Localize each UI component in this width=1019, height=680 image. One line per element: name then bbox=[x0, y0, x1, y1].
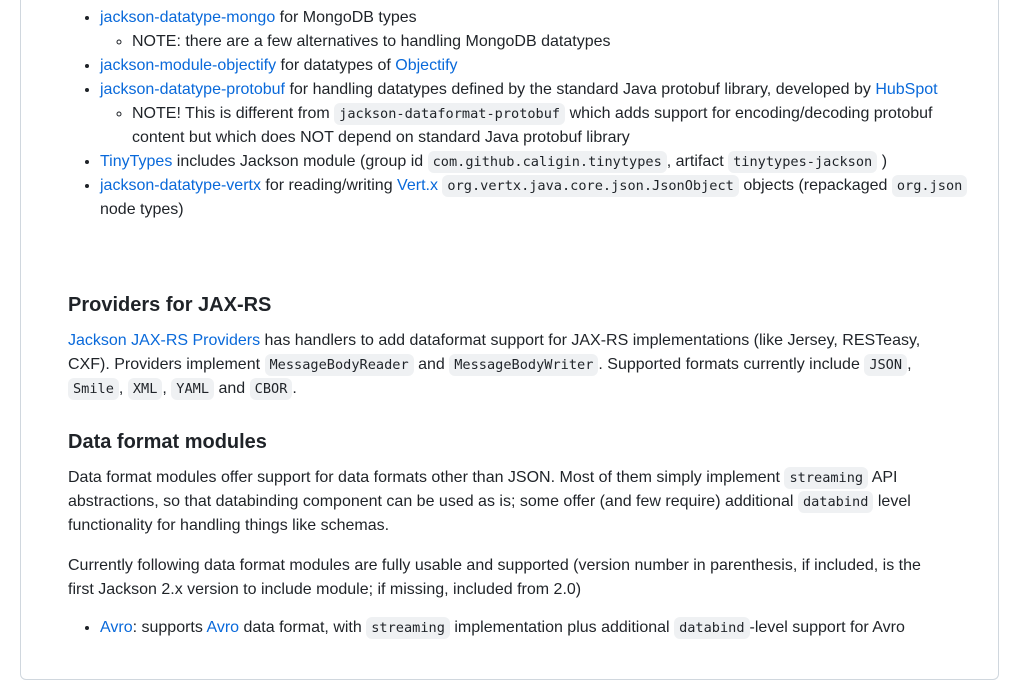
avro-link[interactable]: Avro bbox=[206, 619, 240, 636]
inline-code: com.github.caligin.tinytypes bbox=[428, 151, 667, 173]
list-item: • jackson-datatype-vertx for reading/writing Vert.x org.vertx.java.core.json.JsonObject objects (repackaged org.json node types) bbox=[100, 174, 980, 222]
jaxrs-paragraph: Jackson JAX-RS Providers has handlers to add dataformat support for JAX-RS implementations (like Jersey, RESTeasy, CXF). Providers implement MessageBodyReader and MessageBodyWriter . Supported formats currently include JSON , Smile , XML , YAML and CBOR . bbox=[68, 329, 948, 401]
sub-list bbox=[100, 102, 980, 150]
module-link[interactable]: jackson-datatype-protobuf bbox=[100, 81, 285, 98]
list-item: • TinyTypes includes Jackson module (group id com.github.caligin.tinytypes , artifact tinytypes-jackson ) bbox=[100, 150, 980, 174]
module-link[interactable]: TinyTypes bbox=[100, 153, 173, 170]
module-link[interactable]: jackson-module-objectify bbox=[100, 57, 277, 74]
section-heading-dataformat: Data format modules bbox=[68, 431, 267, 453]
list-item: • jackson-datatype-mongo for MongoDB types ◦ NOTE: there are a few alternatives to handling MongoDB datatypes bbox=[100, 6, 980, 54]
inline-code: streaming bbox=[784, 467, 868, 489]
sub-list-item: ◦ NOTE: there are a few alternatives to handling MongoDB datatypes bbox=[132, 30, 980, 54]
inline-code: tinytypes-jackson bbox=[728, 151, 877, 173]
inline-code: streaming bbox=[366, 617, 450, 639]
inline-code: JSON bbox=[864, 354, 907, 376]
inline-code: YAML bbox=[171, 378, 214, 400]
module-link[interactable]: jackson-datatype-mongo bbox=[100, 9, 276, 26]
module-link[interactable]: jackson-datatype-vertx bbox=[100, 177, 261, 194]
inline-code: XML bbox=[128, 378, 163, 400]
inline-code: Smile bbox=[68, 378, 119, 400]
avro-module-link[interactable]: Avro bbox=[100, 619, 133, 636]
list-item: • jackson-module-objectify for datatypes of Objectify bbox=[100, 54, 980, 78]
inline-code: org.vertx.java.core.json.JsonObject bbox=[442, 175, 738, 197]
inline-code: org.json bbox=[892, 175, 967, 197]
inline-code: databind bbox=[674, 617, 749, 639]
inline-code: CBOR bbox=[250, 378, 293, 400]
objectify-link[interactable]: Objectify bbox=[395, 57, 458, 74]
vertx-link[interactable]: Vert.x bbox=[397, 177, 438, 194]
jaxrs-providers-link[interactable]: Jackson JAX-RS Providers bbox=[68, 332, 261, 349]
sub-list bbox=[100, 30, 980, 54]
list-item: • jackson-datatype-protobuf for handling datatypes defined by the standard Java protobuf library, developed by HubSpot ◦ NOTE! This is different from jackson-dataformat-protobuf which adds support for encoding/decoding protobuf content but which does NOT depend on standard Java protobuf library bbox=[100, 78, 980, 150]
dataformat-modules-list bbox=[68, 616, 980, 640]
section-heading-jaxrs: Providers for JAX-RS bbox=[68, 294, 272, 316]
inline-code: MessageBodyWriter bbox=[449, 354, 598, 376]
datatype-modules-list bbox=[68, 6, 980, 222]
inline-code: databind bbox=[798, 491, 873, 513]
dataformat-paragraph-2: Currently following data format modules are fully usable and supported (version number in parenthesis, if included, is the first Jackson 2.x version to include module; if missing, included from 2.0) bbox=[68, 557, 921, 598]
list-item: • Avro: supports Avro data format, with streaming implementation plus additional databind -level support for Avro bbox=[100, 616, 980, 640]
inline-code: jackson-dataformat-protobuf bbox=[334, 103, 565, 125]
dataformat-paragraph-1: Data format modules offer support for data formats other than JSON. Most of them simply implement streaming API abstractions, so that databinding component can be used as is; some offer (and few require) additional databind level functionality for handling things like schemas. bbox=[68, 469, 911, 534]
inline-code: MessageBodyReader bbox=[265, 354, 414, 376]
hubspot-link[interactable]: HubSpot bbox=[875, 81, 938, 98]
sub-list-item: ◦ NOTE! This is different from jackson-dataformat-protobuf which adds support for encoding/decoding protobuf content but which does NOT depend on standard Java protobuf library bbox=[132, 102, 980, 150]
